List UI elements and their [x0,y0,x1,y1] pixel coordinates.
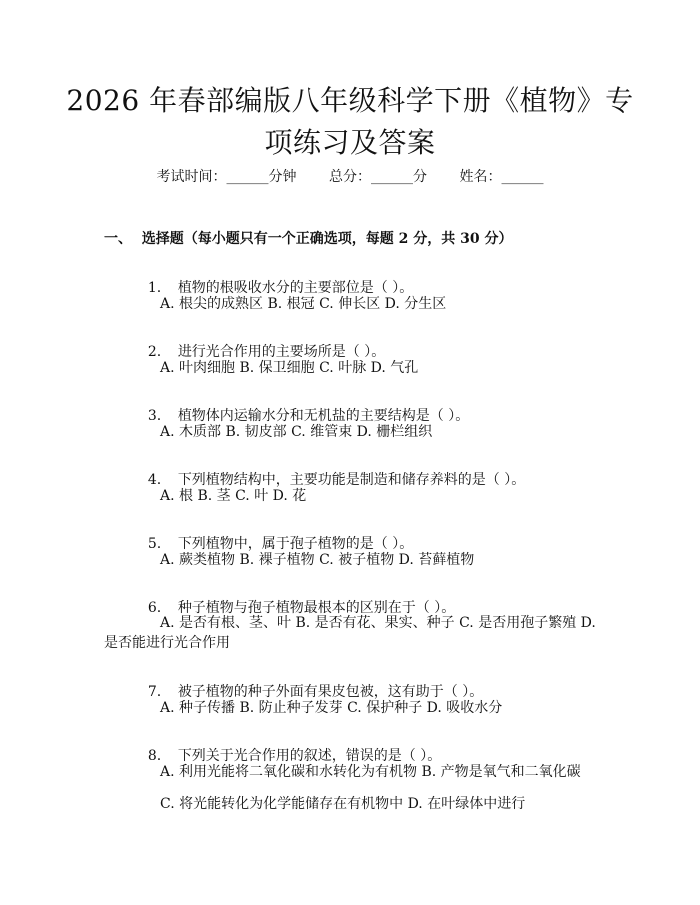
question-options: A. 根尖的成熟区 B. 根冠 C. 伸长区 D. 分生区 [160,296,447,312]
question-number: 4. [147,472,162,488]
question-number: 2. [147,344,162,360]
question-options: A. 根 B. 茎 C. 叶 D. 花 [160,488,307,504]
question-text: 种子植物与孢子植物最根本的区别在于（ ）。 [177,600,456,616]
total-score-field: 总分：______分 [329,169,427,185]
question-number: 3. [147,408,162,424]
question-text: 下列关于光合作用的叙述，错误的是（ ）。 [177,748,442,764]
question-number: 8. [147,748,162,764]
question-options: A. 叶肉细胞 B. 保卫细胞 C. 叶脉 D. 气孔 [160,360,419,376]
question-number: 7. [147,684,162,700]
document-title [60,80,640,164]
title-line-2: 项练习及答案 [264,126,436,159]
question-options: A. 蕨类植物 B. 裸子植物 C. 被子植物 D. 苔藓植物 [160,552,475,568]
question-options: A. 种子传播 B. 防止种子发芽 C. 保护种子 D. 吸收水分 [160,700,503,716]
question-text: 植物的根吸收水分的主要部位是（ ）。 [177,280,414,296]
question-text: 下列植物结构中，主要功能是制造和储存养料的是（ ）。 [177,472,526,488]
question-options: A. 木质部 B. 韧皮部 C. 维管束 D. 栅栏组织 [160,424,433,440]
section-heading: 一、 选择题（每小题只有一个正确选项，每题 2 分，共 30 分） [104,231,513,247]
question-text: 进行光合作用的主要场所是（ ）。 [177,344,386,360]
question-text: 植物体内运输水分和无机盐的主要结构是（ ）。 [177,408,470,424]
exam-time-field: 考试时间：______分钟 [156,169,297,185]
question-text: 下列植物中，属于孢子植物的是（ ）。 [177,536,414,552]
question-number: 5. [147,536,162,552]
exam-info-line [0,166,700,186]
title-line-1: 2026 年春部编版八年级科学下册《植物》专 [66,84,634,117]
question-number: 6. [147,600,162,616]
question-number: 1. [147,280,162,296]
name-field: 姓名：______ [459,169,544,185]
question-options: A. 利用光能将二氧化碳和水转化为有机物 B. 产物是氧气和二氧化碳 [160,764,581,780]
question-options: A. 是否有根、茎、叶 B. 是否有花、果实、种子 C. 是否用孢子繁殖 D. 是否能进行光合作用 [104,615,596,651]
question-options-continued: C. 将光能转化为化学能储存在有机物中 D. 在叶绿体中进行 [160,796,526,812]
question-text: 被子植物的种子外面有果皮包被，这有助于（ ）。 [177,684,484,700]
